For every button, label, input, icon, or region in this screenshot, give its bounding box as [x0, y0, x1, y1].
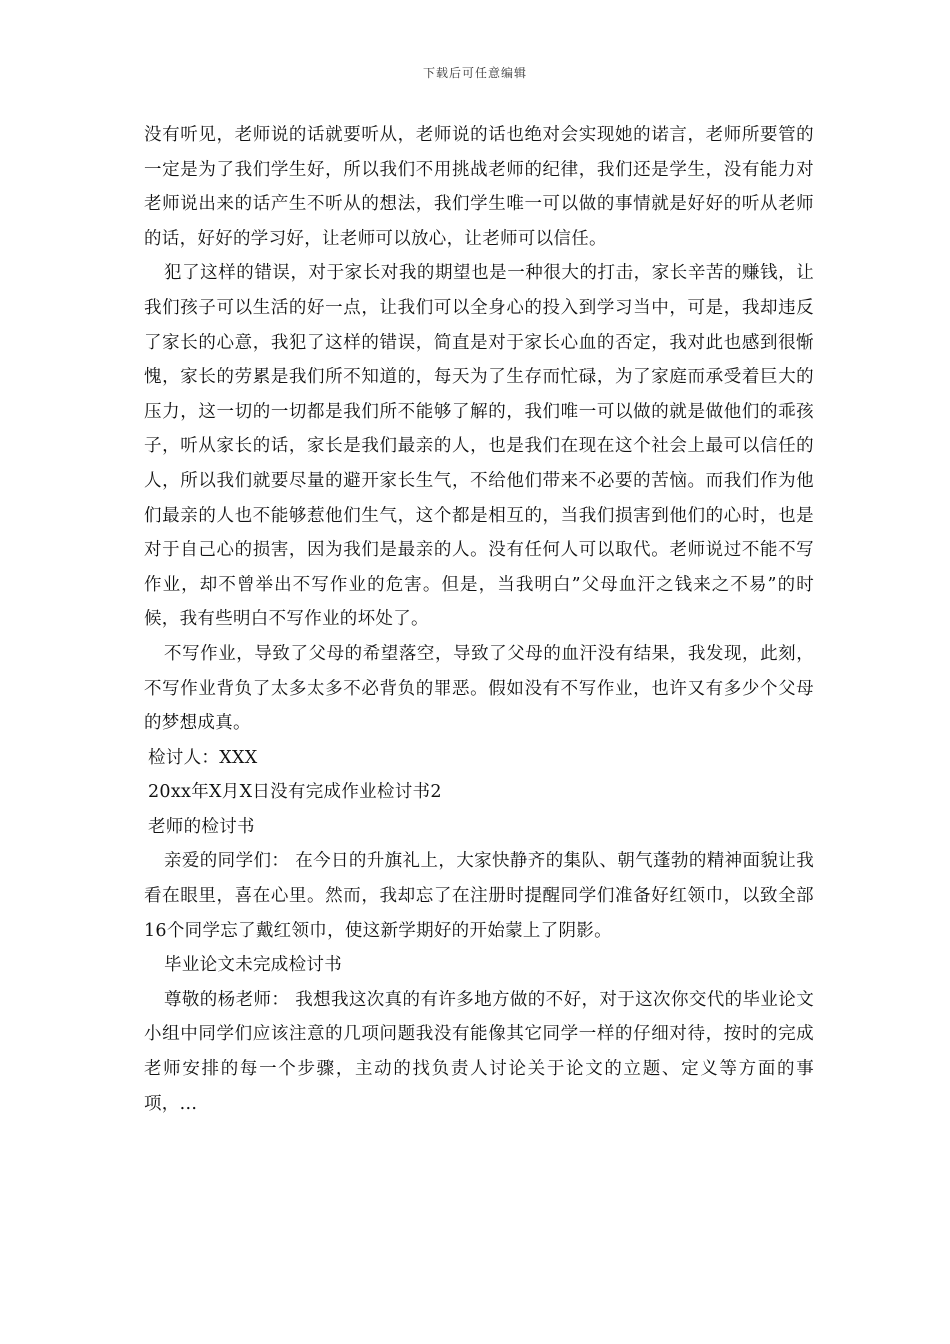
paragraph-3: 不写作业，导致了父母的希望落空，导致了父母的血汗没有结果，我发现，此刻，不写作业背负了太多太多不必背负的罪恶。假如没有不写作业，也许又有多少个父母的梦想成真。 [144, 643, 814, 734]
document-body [144, 118, 814, 1121]
page-header-note: 下载后可任意编辑 [422, 66, 527, 80]
section-1-title: 老师的检讨书 [148, 816, 255, 837]
paragraph-1: 没有听见，老师说的话就要听从，老师说的话也绝对会实现她的诺言，老师所要管的一定是为了我们学生好，所以我们不用挑战老师的纪律，我们还是学生，没有能力对老师说出来的话产生不听从的想法，我们学生唯一可以做的事情就是好好的听从老师的话，好好的学习好，让老师可以放心，让老师可以信任。 [144, 125, 814, 249]
paragraph-2: 犯了这样的错误，对于家长对我的期望也是一种很大的打击，家长辛苦的赚钱，让我们孩子可以生活的好一点，让我们可以全身心的投入到学习当中，可是，我却违反了家长的心意，我犯了这样的错误，简直是对于家长心血的否定，我对此也感到很惭愧，家长的劳累是我们所不知道的，每天为了生存而忙碌，为了家庭而承受着巨大的压力，这一切的一切都是我们所不能够了解的，我们唯一可以做的就是做他们的乖孩子，听从家长的话，家长是我们最亲的人，也是我们在现在这个社会上最可以信任的人，所以我们就要尽量的避开家长生气，不给他们带来不必要的苦恼。而我们作为他们最亲的人也不能够惹他们生气，这个都是相互的，当我们损害到他们的心时，也是对于自己心的损害，因为我们是最亲的人。没有任何人可以取代。老师说过不能不写作业，却不曾举出不写作业的危害。但是，当我明白”父母血汗之钱来之不易”的时候，我有些明白不写作业的坏处了。 [144, 263, 814, 630]
section-1-body: 亲爱的同学们： 在今日的升旗礼上，大家快静齐的集队、朝气蓬勃的精神面貌让我看在眼里，喜在心里。然而，我却忘了在注册时提醒同学们准备好红领巾，以致全部16个同学忘了戴红领巾，使这新学期好的开始蒙上了阴影。 [144, 851, 814, 941]
signer-line: 检讨人：XXX [148, 747, 258, 768]
section-2-title: 毕业论文未完成检讨书 [164, 955, 342, 976]
section-2-body: 尊敬的杨老师： 我想我这次真的有许多地方做的不好，对于这次你交代的毕业论文小组中同学们应该注意的几项问题我没有能像其它同学一样的仔细对待，按时的完成老师安排的每一个步骤，主动的找负责人讨论关于论文的立题、定义等方面的事项，... [144, 989, 814, 1114]
date-title-line: 20xx年X月X日没有完成作业检讨书2 [148, 782, 442, 803]
